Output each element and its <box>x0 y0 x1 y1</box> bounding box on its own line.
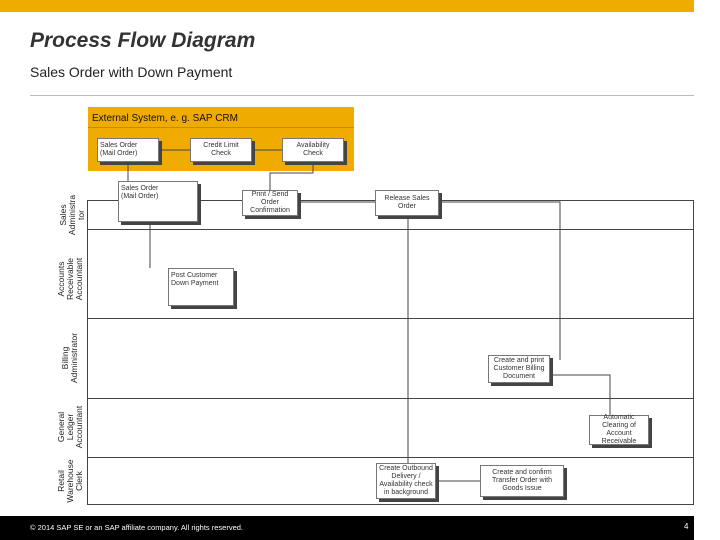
header-divider <box>30 95 694 96</box>
step-automatic-clearing[interactable]: Automatic Clearing of Account Receivable <box>589 415 649 445</box>
page-title: Process Flow Diagram <box>30 29 256 52</box>
swimlane-pool <box>52 200 694 505</box>
step-availability-check[interactable]: Availability Check <box>282 138 344 162</box>
step-release-sales-order[interactable]: Release Sales Order <box>375 190 439 216</box>
lane-separator <box>52 398 694 399</box>
external-system-label: External System, e. g. SAP CRM <box>92 113 238 124</box>
lane-label-general-ledger: General Ledger Accountant <box>56 405 84 449</box>
step-print-send-confirmation[interactable]: Print / Send Order Confirmation <box>242 190 298 216</box>
step-sales-order-mail-external[interactable]: Sales Order (Mail Order) <box>97 138 159 162</box>
lane-label-billing-administrator: Billing Administrator <box>60 332 79 384</box>
step-outbound-delivery[interactable]: Create Outbound Delivery / Availability check in background <box>376 463 436 499</box>
step-post-down-payment[interactable]: Post Customer Down Payment <box>168 268 234 306</box>
external-system-divider <box>88 127 354 128</box>
step-credit-limit-check[interactable]: Credit Limit Check <box>190 138 252 162</box>
top-accent-bar <box>0 0 694 12</box>
lane-separator <box>52 318 694 319</box>
lane-label-accounts-receivable: Accounts Receivable Accountant <box>56 257 84 301</box>
lane-separator <box>52 457 694 458</box>
page-number: 4 <box>684 522 689 531</box>
step-billing-document[interactable]: Create and print Customer Billing Document <box>488 355 550 383</box>
step-sales-order[interactable]: Sales Order (Mail Order) <box>118 181 198 222</box>
step-transfer-order[interactable]: Create and confirm Transfer Order with Goods Issue <box>480 465 564 497</box>
lane-label-warehouse-clerk: Retail Warehouse Clerk <box>56 459 84 503</box>
page-subtitle: Sales Order with Down Payment <box>30 64 233 80</box>
lane-label-sales-administrator: Sales Administra tor <box>58 194 86 236</box>
lane-separator <box>52 229 694 230</box>
copyright-text: © 2014 SAP SE or an SAP affiliate company. All rights reserved. <box>30 523 244 532</box>
